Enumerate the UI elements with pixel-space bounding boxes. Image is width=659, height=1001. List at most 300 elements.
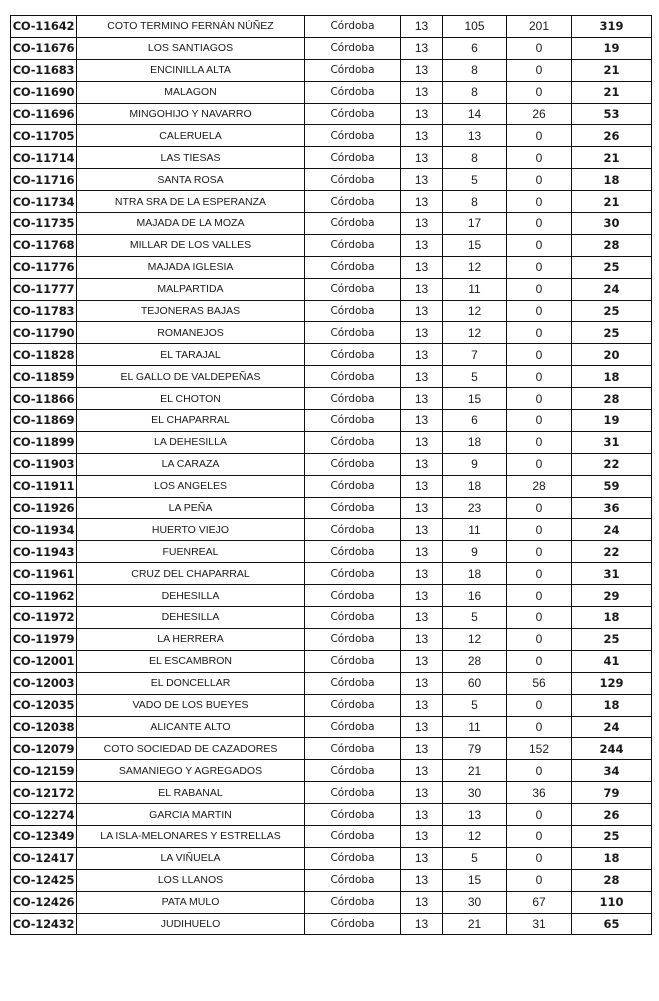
row-name: LAS TIESAS xyxy=(77,147,305,169)
row-value-a: 13 xyxy=(401,256,443,278)
row-name: LA PEÑA xyxy=(77,497,305,519)
row-value-b: 18 xyxy=(443,431,507,453)
row-value-a: 13 xyxy=(401,847,443,869)
row-value-b: 9 xyxy=(443,453,507,475)
row-province: Córdoba xyxy=(305,410,401,432)
row-value-b: 14 xyxy=(443,103,507,125)
row-name: MALPARTIDA xyxy=(77,278,305,300)
row-value-c: 0 xyxy=(507,169,572,191)
row-value-a: 13 xyxy=(401,147,443,169)
row-value-b: 15 xyxy=(443,234,507,256)
row-code: CO-11705 xyxy=(11,125,77,147)
row-value-b: 18 xyxy=(443,563,507,585)
row-code: CO-11899 xyxy=(11,431,77,453)
table-row xyxy=(11,453,652,475)
row-value-c: 0 xyxy=(507,716,572,738)
table-row xyxy=(11,431,652,453)
row-province: Córdoba xyxy=(305,563,401,585)
row-province: Córdoba xyxy=(305,81,401,103)
row-value-a: 13 xyxy=(401,650,443,672)
row-value-a: 13 xyxy=(401,191,443,213)
row-province: Córdoba xyxy=(305,278,401,300)
row-value-b: 5 xyxy=(443,694,507,716)
row-value-a: 13 xyxy=(401,125,443,147)
table-row xyxy=(11,716,652,738)
table-row xyxy=(11,628,652,650)
row-value-b: 6 xyxy=(443,410,507,432)
table-row xyxy=(11,760,652,782)
row-value-a: 13 xyxy=(401,366,443,388)
row-province: Córdoba xyxy=(305,738,401,760)
row-name: PATA MULO xyxy=(77,891,305,913)
row-total: 24 xyxy=(572,278,652,300)
row-code: CO-11972 xyxy=(11,607,77,629)
row-value-a: 13 xyxy=(401,694,443,716)
row-name: ENCINILLA ALTA xyxy=(77,59,305,81)
row-total: 31 xyxy=(572,431,652,453)
row-name: LOS ANGELES xyxy=(77,475,305,497)
row-value-b: 18 xyxy=(443,475,507,497)
row-value-c: 0 xyxy=(507,344,572,366)
row-value-a: 13 xyxy=(401,782,443,804)
row-value-c: 0 xyxy=(507,278,572,300)
row-code: CO-12349 xyxy=(11,825,77,847)
table-row xyxy=(11,519,652,541)
row-name: LA VIÑUELA xyxy=(77,847,305,869)
row-name: JUDIHUELO xyxy=(77,913,305,935)
row-value-c: 0 xyxy=(507,366,572,388)
row-name: GARCIA MARTIN xyxy=(77,804,305,826)
table-row xyxy=(11,563,652,585)
row-total: 18 xyxy=(572,607,652,629)
row-total: 110 xyxy=(572,891,652,913)
row-province: Córdoba xyxy=(305,913,401,935)
row-code: CO-11961 xyxy=(11,563,77,585)
row-name: EL CHOTON xyxy=(77,388,305,410)
row-value-a: 13 xyxy=(401,563,443,585)
row-code: CO-12035 xyxy=(11,694,77,716)
row-total: 18 xyxy=(572,169,652,191)
row-total: 21 xyxy=(572,59,652,81)
table-row xyxy=(11,585,652,607)
row-province: Córdoba xyxy=(305,672,401,694)
row-value-c: 0 xyxy=(507,300,572,322)
row-name: EL ESCAMBRON xyxy=(77,650,305,672)
row-value-c: 0 xyxy=(507,37,572,59)
row-code: CO-11859 xyxy=(11,366,77,388)
row-code: CO-12038 xyxy=(11,716,77,738)
row-value-c: 0 xyxy=(507,607,572,629)
row-value-c: 0 xyxy=(507,804,572,826)
table-row xyxy=(11,125,652,147)
row-province: Córdoba xyxy=(305,475,401,497)
row-province: Córdoba xyxy=(305,147,401,169)
row-total: 19 xyxy=(572,37,652,59)
row-total: 18 xyxy=(572,694,652,716)
row-value-c: 31 xyxy=(507,913,572,935)
row-value-c: 0 xyxy=(507,541,572,563)
row-province: Córdoba xyxy=(305,125,401,147)
row-total: 129 xyxy=(572,672,652,694)
row-value-b: 6 xyxy=(443,37,507,59)
row-value-b: 15 xyxy=(443,869,507,891)
row-value-c: 152 xyxy=(507,738,572,760)
row-province: Córdoba xyxy=(305,891,401,913)
row-value-a: 13 xyxy=(401,169,443,191)
row-value-b: 8 xyxy=(443,147,507,169)
row-value-a: 13 xyxy=(401,760,443,782)
table-row xyxy=(11,869,652,891)
row-province: Córdoba xyxy=(305,366,401,388)
row-code: CO-12003 xyxy=(11,672,77,694)
row-name: MALAGON xyxy=(77,81,305,103)
row-name: ALICANTE ALTO xyxy=(77,716,305,738)
row-value-b: 12 xyxy=(443,300,507,322)
table-row xyxy=(11,16,652,38)
row-total: 34 xyxy=(572,760,652,782)
row-value-b: 8 xyxy=(443,191,507,213)
table-row xyxy=(11,256,652,278)
row-value-a: 13 xyxy=(401,519,443,541)
table-row xyxy=(11,607,652,629)
row-total: 24 xyxy=(572,519,652,541)
table-row xyxy=(11,344,652,366)
row-total: 41 xyxy=(572,650,652,672)
row-code: CO-11714 xyxy=(11,147,77,169)
row-total: 25 xyxy=(572,825,652,847)
row-value-a: 13 xyxy=(401,344,443,366)
row-province: Córdoba xyxy=(305,541,401,563)
row-total: 244 xyxy=(572,738,652,760)
row-province: Córdoba xyxy=(305,453,401,475)
row-name: HUERTO VIEJO xyxy=(77,519,305,541)
row-value-b: 21 xyxy=(443,760,507,782)
row-total: 25 xyxy=(572,256,652,278)
row-province: Córdoba xyxy=(305,103,401,125)
row-value-b: 17 xyxy=(443,213,507,235)
row-value-b: 60 xyxy=(443,672,507,694)
row-total: 25 xyxy=(572,628,652,650)
row-total: 18 xyxy=(572,366,652,388)
row-value-c: 36 xyxy=(507,782,572,804)
row-value-a: 13 xyxy=(401,913,443,935)
row-total: 31 xyxy=(572,563,652,585)
row-value-a: 13 xyxy=(401,234,443,256)
row-code: CO-12159 xyxy=(11,760,77,782)
row-total: 25 xyxy=(572,300,652,322)
row-value-a: 13 xyxy=(401,278,443,300)
row-value-c: 0 xyxy=(507,191,572,213)
row-code: CO-11642 xyxy=(11,16,77,38)
hunting-areas-table xyxy=(10,15,652,935)
row-province: Córdoba xyxy=(305,607,401,629)
row-province: Córdoba xyxy=(305,585,401,607)
table-row xyxy=(11,81,652,103)
row-value-c: 0 xyxy=(507,125,572,147)
row-name: LA CARAZA xyxy=(77,453,305,475)
row-code: CO-12274 xyxy=(11,804,77,826)
row-name: DEHESILLA xyxy=(77,585,305,607)
table-row xyxy=(11,366,652,388)
row-province: Córdoba xyxy=(305,344,401,366)
row-name: LOS LLANOS xyxy=(77,869,305,891)
table-row xyxy=(11,825,652,847)
row-value-c: 0 xyxy=(507,81,572,103)
row-name: EL CHAPARRAL xyxy=(77,410,305,432)
row-total: 24 xyxy=(572,716,652,738)
row-code: CO-11869 xyxy=(11,410,77,432)
row-value-c: 0 xyxy=(507,322,572,344)
row-code: CO-11934 xyxy=(11,519,77,541)
row-value-a: 13 xyxy=(401,81,443,103)
row-name: LA ISLA-MELONARES Y ESTRELLAS xyxy=(77,825,305,847)
table-row xyxy=(11,891,652,913)
row-value-b: 30 xyxy=(443,891,507,913)
table-row xyxy=(11,59,652,81)
table-row xyxy=(11,738,652,760)
row-value-b: 8 xyxy=(443,81,507,103)
row-code: CO-11735 xyxy=(11,213,77,235)
row-value-c: 0 xyxy=(507,213,572,235)
row-province: Córdoba xyxy=(305,16,401,38)
table-row xyxy=(11,278,652,300)
row-province: Córdoba xyxy=(305,322,401,344)
row-province: Córdoba xyxy=(305,497,401,519)
row-value-c: 0 xyxy=(507,497,572,519)
row-value-c: 26 xyxy=(507,103,572,125)
row-value-b: 12 xyxy=(443,628,507,650)
row-total: 29 xyxy=(572,585,652,607)
row-value-b: 7 xyxy=(443,344,507,366)
table-row xyxy=(11,804,652,826)
row-name: EL DONCELLAR xyxy=(77,672,305,694)
row-total: 36 xyxy=(572,497,652,519)
row-name: FUENREAL xyxy=(77,541,305,563)
row-province: Córdoba xyxy=(305,234,401,256)
row-value-c: 0 xyxy=(507,453,572,475)
row-code: CO-11676 xyxy=(11,37,77,59)
row-value-b: 23 xyxy=(443,497,507,519)
row-name: CRUZ DEL CHAPARRAL xyxy=(77,563,305,585)
row-value-b: 105 xyxy=(443,16,507,38)
row-value-b: 5 xyxy=(443,847,507,869)
row-name: TEJONERAS BAJAS xyxy=(77,300,305,322)
row-name: ROMANEJOS xyxy=(77,322,305,344)
row-value-a: 13 xyxy=(401,59,443,81)
row-province: Córdoba xyxy=(305,650,401,672)
row-value-a: 13 xyxy=(401,431,443,453)
row-province: Córdoba xyxy=(305,519,401,541)
row-province: Córdoba xyxy=(305,431,401,453)
row-value-c: 0 xyxy=(507,234,572,256)
row-value-c: 0 xyxy=(507,388,572,410)
row-value-b: 28 xyxy=(443,650,507,672)
table-row xyxy=(11,410,652,432)
row-value-a: 13 xyxy=(401,716,443,738)
row-code: CO-11790 xyxy=(11,322,77,344)
row-total: 25 xyxy=(572,322,652,344)
table-row xyxy=(11,322,652,344)
row-value-a: 13 xyxy=(401,16,443,38)
table-row xyxy=(11,847,652,869)
row-value-b: 16 xyxy=(443,585,507,607)
row-value-b: 12 xyxy=(443,825,507,847)
table-row xyxy=(11,650,652,672)
row-value-b: 5 xyxy=(443,607,507,629)
row-value-a: 13 xyxy=(401,672,443,694)
row-code: CO-11979 xyxy=(11,628,77,650)
row-value-c: 0 xyxy=(507,694,572,716)
row-name: LA HERRERA xyxy=(77,628,305,650)
row-value-a: 13 xyxy=(401,37,443,59)
row-province: Córdoba xyxy=(305,37,401,59)
row-province: Córdoba xyxy=(305,760,401,782)
row-code: CO-12001 xyxy=(11,650,77,672)
row-province: Córdoba xyxy=(305,169,401,191)
row-value-c: 67 xyxy=(507,891,572,913)
row-total: 53 xyxy=(572,103,652,125)
row-total: 26 xyxy=(572,125,652,147)
table-row xyxy=(11,147,652,169)
row-value-c: 0 xyxy=(507,59,572,81)
row-value-a: 13 xyxy=(401,607,443,629)
row-value-b: 12 xyxy=(443,256,507,278)
row-province: Córdoba xyxy=(305,388,401,410)
row-province: Córdoba xyxy=(305,716,401,738)
row-code: CO-12417 xyxy=(11,847,77,869)
row-code: CO-11911 xyxy=(11,475,77,497)
row-code: CO-11926 xyxy=(11,497,77,519)
row-value-b: 11 xyxy=(443,716,507,738)
row-value-a: 13 xyxy=(401,825,443,847)
row-province: Córdoba xyxy=(305,869,401,891)
row-name: EL TARAJAL xyxy=(77,344,305,366)
row-name: CALERUELA xyxy=(77,125,305,147)
row-name: MAJADA IGLESIA xyxy=(77,256,305,278)
row-value-a: 13 xyxy=(401,322,443,344)
row-province: Córdoba xyxy=(305,59,401,81)
row-value-a: 13 xyxy=(401,213,443,235)
row-total: 59 xyxy=(572,475,652,497)
row-value-b: 13 xyxy=(443,804,507,826)
table-row xyxy=(11,388,652,410)
row-value-b: 13 xyxy=(443,125,507,147)
row-code: CO-11943 xyxy=(11,541,77,563)
row-code: CO-11866 xyxy=(11,388,77,410)
row-value-a: 13 xyxy=(401,891,443,913)
row-code: CO-11776 xyxy=(11,256,77,278)
row-value-b: 5 xyxy=(443,169,507,191)
row-name: DEHESILLA xyxy=(77,607,305,629)
row-value-a: 13 xyxy=(401,585,443,607)
table-body xyxy=(11,16,652,935)
row-province: Córdoba xyxy=(305,694,401,716)
row-name: NTRA SRA DE LA ESPERANZA xyxy=(77,191,305,213)
row-province: Córdoba xyxy=(305,825,401,847)
row-total: 28 xyxy=(572,388,652,410)
row-province: Córdoba xyxy=(305,628,401,650)
row-province: Córdoba xyxy=(305,256,401,278)
table-row xyxy=(11,103,652,125)
row-total: 79 xyxy=(572,782,652,804)
row-name: LA DEHESILLA xyxy=(77,431,305,453)
row-province: Córdoba xyxy=(305,191,401,213)
row-code: CO-11690 xyxy=(11,81,77,103)
row-name: MILLAR DE LOS VALLES xyxy=(77,234,305,256)
row-code: CO-12172 xyxy=(11,782,77,804)
row-total: 22 xyxy=(572,453,652,475)
row-value-c: 0 xyxy=(507,650,572,672)
table-row xyxy=(11,37,652,59)
row-value-b: 11 xyxy=(443,519,507,541)
row-province: Córdoba xyxy=(305,782,401,804)
row-value-c: 0 xyxy=(507,847,572,869)
row-value-c: 0 xyxy=(507,869,572,891)
row-value-a: 13 xyxy=(401,628,443,650)
row-code: CO-11783 xyxy=(11,300,77,322)
row-code: CO-12432 xyxy=(11,913,77,935)
row-value-a: 13 xyxy=(401,410,443,432)
table-row xyxy=(11,234,652,256)
row-total: 21 xyxy=(572,81,652,103)
row-name: VADO DE LOS BUEYES xyxy=(77,694,305,716)
row-name: SANTA ROSA xyxy=(77,169,305,191)
row-code: CO-11777 xyxy=(11,278,77,300)
row-code: CO-11696 xyxy=(11,103,77,125)
row-value-c: 0 xyxy=(507,519,572,541)
row-code: CO-11683 xyxy=(11,59,77,81)
row-value-b: 79 xyxy=(443,738,507,760)
row-total: 20 xyxy=(572,344,652,366)
row-value-c: 0 xyxy=(507,147,572,169)
row-value-c: 0 xyxy=(507,585,572,607)
row-value-b: 8 xyxy=(443,59,507,81)
row-value-b: 5 xyxy=(443,366,507,388)
row-value-a: 13 xyxy=(401,453,443,475)
row-value-c: 0 xyxy=(507,563,572,585)
row-code: CO-11828 xyxy=(11,344,77,366)
table-row xyxy=(11,672,652,694)
row-name: EL GALLO DE VALDEPEÑAS xyxy=(77,366,305,388)
row-value-b: 9 xyxy=(443,541,507,563)
row-value-c: 0 xyxy=(507,410,572,432)
row-name: EL RABANAL xyxy=(77,782,305,804)
row-value-a: 13 xyxy=(401,541,443,563)
row-value-c: 0 xyxy=(507,431,572,453)
row-total: 19 xyxy=(572,410,652,432)
row-code: CO-11768 xyxy=(11,234,77,256)
row-code: CO-12426 xyxy=(11,891,77,913)
row-value-a: 13 xyxy=(401,497,443,519)
table-row xyxy=(11,169,652,191)
row-total: 65 xyxy=(572,913,652,935)
row-code: CO-12425 xyxy=(11,869,77,891)
table-row xyxy=(11,475,652,497)
row-value-a: 13 xyxy=(401,300,443,322)
row-value-c: 0 xyxy=(507,256,572,278)
row-value-c: 0 xyxy=(507,825,572,847)
row-value-c: 0 xyxy=(507,760,572,782)
row-total: 30 xyxy=(572,213,652,235)
row-value-a: 13 xyxy=(401,103,443,125)
row-name: LOS SANTIAGOS xyxy=(77,37,305,59)
table-row xyxy=(11,782,652,804)
row-code: CO-11962 xyxy=(11,585,77,607)
row-value-c: 0 xyxy=(507,628,572,650)
row-value-a: 13 xyxy=(401,869,443,891)
row-total: 28 xyxy=(572,234,652,256)
row-total: 26 xyxy=(572,804,652,826)
